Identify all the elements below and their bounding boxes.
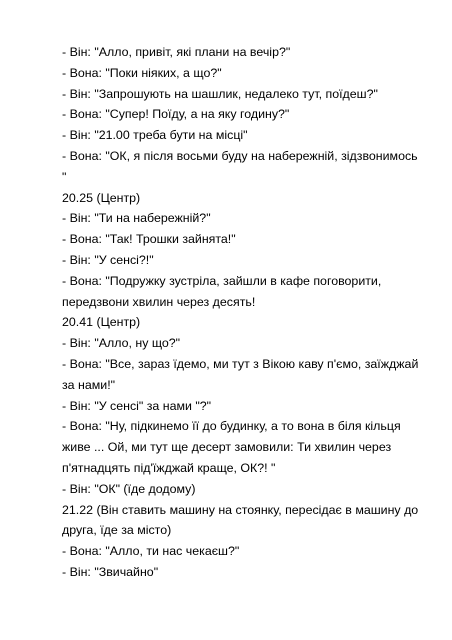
text-line: живе ... Ой, ми тут ще десерт замовили: Ти хвилин через [62, 440, 392, 455]
time-heading: 20.41 (Центр) [62, 315, 141, 330]
text-line: - Він: "Ти на набережній?" [62, 211, 211, 226]
text-line: - Він: "У сенсі" за нами "?" [62, 398, 212, 413]
text-line: передзвони хвилин через десять! [62, 294, 256, 309]
text-line: - Він: "Звичайно" [62, 564, 159, 579]
text-line: - Вона: "Все, зараз їдемо, ми тут з Вікою каву п'ємо, заїжджай [62, 356, 419, 371]
text-line: - Він: "ОК" (їде додому) [62, 481, 196, 496]
text-line: друга, їде за місто) [62, 523, 172, 538]
text-line: - Він: "Запрошують на шашлик, недалеко тут, поїдеш?" [62, 86, 378, 101]
text-line: - Він: "Алло, ну що?" [62, 336, 181, 351]
text-line: - Вона: "Супер! Поїду, а на яку годину?" [62, 107, 290, 122]
text-line: - Вона: "Так! Трошки зайнята!" [62, 232, 236, 247]
text-line: п'ятнадцять під'їжджай краще, ОК?! " [62, 460, 276, 475]
text-line: - Вона: "Алло, ти нас чекаєш?" [62, 544, 240, 559]
text-line: - Він: "Алло, привіт, які плани на вечір?" [62, 45, 291, 59]
text-line: - Він: "У сенсі?!" [62, 252, 154, 267]
text-line: " [62, 169, 67, 184]
time-heading: 21.22 (Він ставить машину на стоянку, пересідає в машину до [62, 502, 419, 517]
time-heading: 20.25 (Центр) [62, 190, 141, 205]
text-line: - Вона: "ОК, я після восьми буду на набережній, зідзвонимось [62, 148, 418, 163]
text-line: за нами!" [62, 377, 116, 392]
dialogue-text [62, 42, 424, 583]
text-line: - Вона: "Поки ніяких, а що?" [62, 65, 222, 80]
text-line: - Вона: "Подружку зустріла, зайшли в кафе поговорити, [62, 273, 382, 288]
text-line: - Вона: "Ну, підкинемо її до будинку, а то вона в біля кільця [62, 419, 401, 434]
text-line: - Він: "21.00 треба бути на місці" [62, 128, 248, 143]
